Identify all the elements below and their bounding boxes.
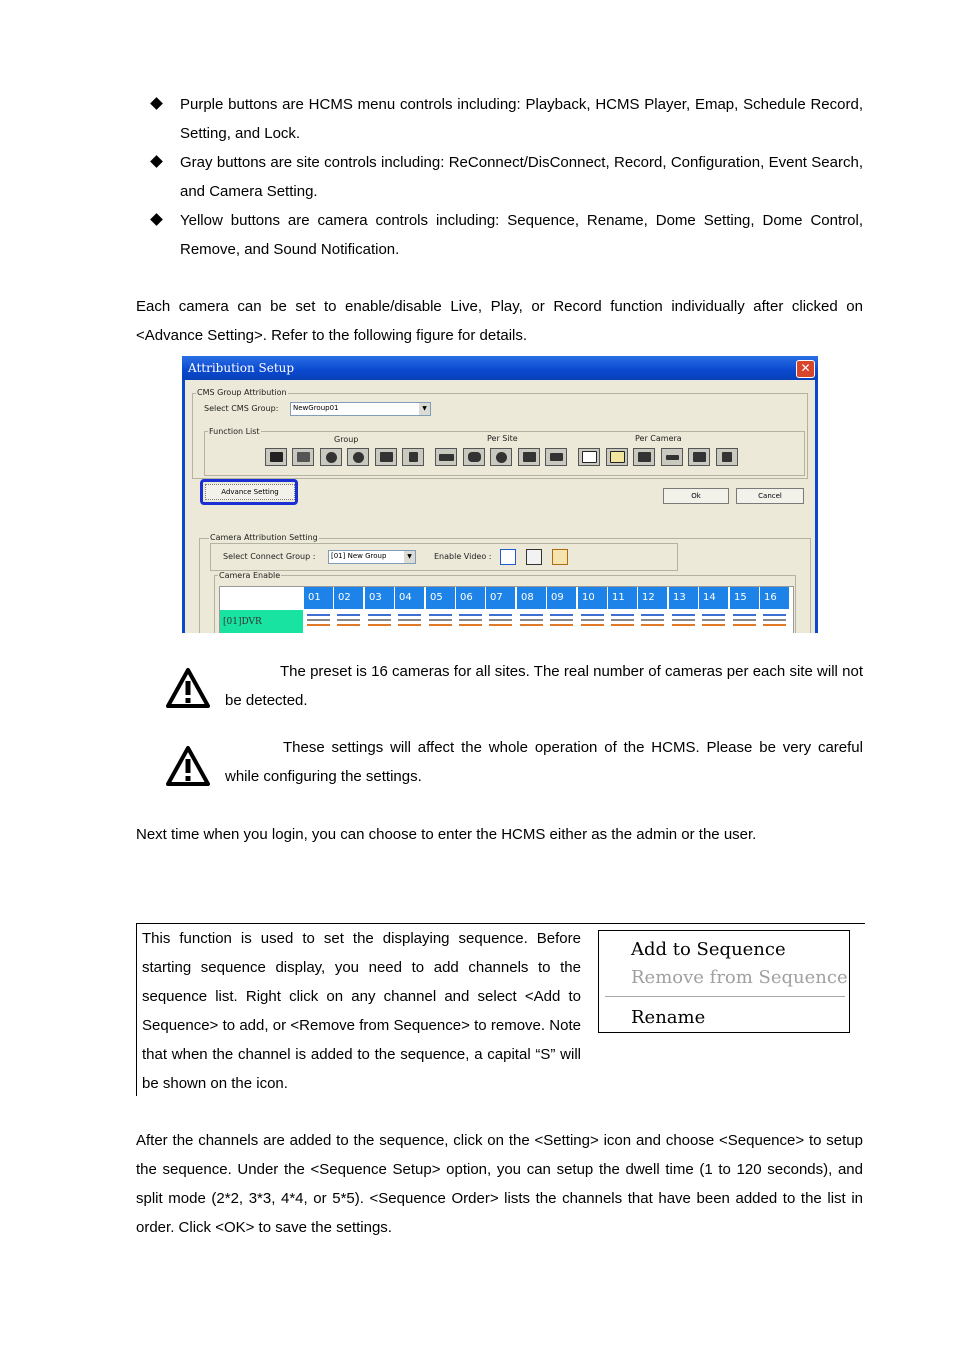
chevron-down-icon[interactable]: ▼ (419, 403, 430, 415)
cancel-button[interactable]: Cancel (736, 488, 804, 504)
channel-header[interactable]: 09 (547, 587, 577, 609)
note-settings-warning: These settings will affect the whole operation of the HCMS. Please be very careful while configuring the settings. (225, 739, 863, 785)
enable-stripe (702, 619, 725, 621)
attribution-setup-dialog (182, 356, 818, 633)
enable-stripe (702, 624, 725, 626)
configuration-button[interactable] (490, 448, 512, 466)
diamond-bullet-icon (150, 97, 163, 110)
menu-item-remove-from-sequence[interactable]: Remove from Sequence (631, 967, 848, 988)
channel-header[interactable]: 01 (304, 587, 334, 609)
channel-enable-cell[interactable] (638, 610, 668, 633)
enable-stripe (489, 619, 512, 621)
remove-button[interactable] (688, 448, 710, 466)
sequence-button[interactable] (578, 448, 600, 466)
channel-enable-cell[interactable] (517, 610, 547, 633)
enable-stripe (307, 624, 330, 626)
channel-enable-cell[interactable] (456, 610, 486, 633)
channel-header[interactable]: 11 (608, 587, 638, 609)
channel-enable-cell[interactable] (486, 610, 516, 633)
enable-stripe (429, 624, 452, 626)
close-icon[interactable]: ✕ (796, 360, 815, 378)
enable-stripe (337, 624, 360, 626)
enable-stripe (520, 624, 543, 626)
emap-button[interactable] (320, 448, 342, 466)
camera-enable-label: Camera Enable (219, 571, 281, 580)
channel-enable-cell[interactable] (426, 610, 456, 633)
function-list-label: Function List (209, 427, 260, 436)
channel-header[interactable]: 12 (638, 587, 668, 609)
table-left-border (136, 924, 137, 1096)
channel-enable-cell[interactable] (578, 610, 608, 633)
select-connect-group-combo[interactable] (328, 550, 416, 564)
lock-button[interactable] (402, 448, 424, 466)
enable-stripe (733, 619, 756, 621)
per-camera-label: Per Camera (635, 434, 682, 443)
bullet-yellow-buttons: Yellow buttons are camera controls including: Sequence, Rename, Dome Setting, Dome Control, Remove, and Sound Notification. (152, 206, 863, 264)
dialog-frame-left (182, 380, 185, 633)
enable-stripe (611, 614, 634, 616)
setting-button[interactable] (375, 448, 397, 466)
group-label: Group (334, 435, 359, 444)
warning-icon (164, 666, 212, 710)
enable-stripe (733, 624, 756, 626)
menu-separator (605, 996, 845, 997)
channel-header[interactable]: 06 (456, 587, 486, 609)
channel-enable-cell[interactable] (760, 610, 790, 633)
record-enable-icon[interactable] (552, 549, 568, 565)
dialog-title-bar (182, 356, 818, 380)
menu-item-add-to-sequence[interactable]: Add to Sequence (631, 939, 786, 960)
reconnect-button[interactable] (435, 448, 457, 466)
select-cms-group-value: NewGroup01 (293, 404, 339, 412)
enable-stripe (763, 619, 786, 621)
channel-header[interactable]: 16 (760, 587, 790, 609)
sequence-paragraph: This function is used to set the displaying sequence. Before starting sequence display, you need to add channels to the sequence list. Right click on any channel and select <Add to Sequence> to add, or <Remove from Sequence> to remove. Note that when the channel is added to the sequence, a capital “S” will be shown on the icon. (142, 930, 581, 1092)
enable-stripe (581, 619, 604, 621)
enable-stripe (672, 619, 695, 621)
camera-setting-button[interactable] (545, 448, 567, 466)
enable-stripe (672, 614, 695, 616)
channel-enable-cell[interactable] (608, 610, 638, 633)
intro-paragraph: Each camera can be set to enable/disable Live, Play, or Record function individually after clicked on <Advance Setting>. Refer to the following figure for details. (136, 298, 863, 344)
camera-attribution-label: Camera Attribution Setting (210, 533, 318, 542)
enable-stripe (307, 619, 330, 621)
enable-stripe (520, 614, 543, 616)
channel-header[interactable]: 13 (669, 587, 699, 609)
enable-stripe (429, 614, 452, 616)
enable-stripe (763, 624, 786, 626)
enable-stripe (672, 624, 695, 626)
ok-button[interactable]: Ok (663, 488, 729, 504)
enable-stripe (307, 614, 330, 616)
dialog-title: Attribution Setup (188, 361, 295, 375)
note-preset-cameras: The preset is 16 cameras for all sites. The real number of cameras per each site will not be detected. (225, 663, 863, 709)
enable-stripe (733, 614, 756, 616)
select-cms-group-label: Select CMS Group: (204, 404, 279, 413)
enable-stripe (763, 614, 786, 616)
playback-button[interactable] (265, 448, 287, 466)
enable-stripe (459, 624, 482, 626)
select-connect-group-value: [01] New Group (331, 552, 387, 560)
bullet-gray-buttons: Gray buttons are site controls including: ReConnect/DisConnect, Record, Configuration, Event Search, and Camera Setting. (152, 148, 863, 206)
schedule-record-button[interactable] (347, 448, 369, 466)
dvr-row-label[interactable]: [01]DVR (220, 610, 303, 633)
hcms-player-button[interactable] (292, 448, 314, 466)
channel-enable-cell[interactable] (669, 610, 699, 633)
login-paragraph: Next time when you login, you can choose to enter the HCMS either as the admin or the user. (136, 826, 757, 843)
enable-stripe (368, 619, 391, 621)
final-paragraph: After the channels are added to the sequence, click on the <Setting> icon and choose <Sequence> to setup the sequence. Under the <Sequence Setup> option, you can setup the dwell time (1 to 120 seconds), and split mode (2*2, 3*3, 4*4, or 5*5). <Sequence Order> lists the channels that have been added to the list in order. Click <OK> to save the settings. (136, 1132, 863, 1236)
enable-stripe (459, 614, 482, 616)
channel-header[interactable]: 02 (334, 587, 364, 609)
channel-header[interactable]: 05 (426, 587, 456, 609)
channel-enable-cell[interactable] (395, 610, 425, 633)
select-connect-group-label: Select Connect Group : (223, 552, 316, 561)
enable-stripe (398, 614, 421, 616)
play-enable-icon[interactable] (526, 549, 542, 565)
enable-stripe (489, 614, 512, 616)
camera-enable-grid (219, 586, 794, 633)
select-cms-group-combo[interactable] (290, 402, 431, 416)
enable-stripe (641, 619, 664, 621)
channel-enable-cell[interactable] (365, 610, 395, 633)
sequence-context-menu (598, 930, 850, 1033)
live-enable-icon[interactable] (500, 549, 516, 565)
enable-stripe (429, 619, 452, 621)
enable-stripe (550, 624, 573, 626)
channel-enable-cell[interactable] (304, 610, 334, 633)
enable-stripe (459, 619, 482, 621)
diamond-bullet-icon (150, 213, 163, 226)
enable-stripe (398, 624, 421, 626)
enable-video-label: Enable Video : (434, 552, 492, 561)
enable-stripe (368, 614, 391, 616)
enable-stripe (611, 624, 634, 626)
per-site-label: Per Site (487, 434, 518, 443)
channel-header[interactable]: 07 (486, 587, 516, 609)
channel-header[interactable]: 04 (395, 587, 425, 609)
channel-header[interactable]: 14 (699, 587, 729, 609)
channel-header[interactable]: 03 (365, 587, 395, 609)
enable-stripe (581, 624, 604, 626)
diamond-bullet-icon (150, 155, 163, 168)
chevron-down-icon[interactable]: ▼ (404, 551, 415, 563)
record-button[interactable] (463, 448, 485, 466)
enable-stripe (520, 619, 543, 621)
enable-stripe (550, 614, 573, 616)
enable-stripe (702, 614, 725, 616)
enable-stripe (550, 619, 573, 621)
enable-stripe (641, 614, 664, 616)
menu-item-rename[interactable]: Rename (631, 1007, 706, 1028)
enable-stripe (337, 614, 360, 616)
advance-setting-button[interactable]: Advance Setting (205, 484, 295, 500)
dome-control-button[interactable] (661, 448, 683, 466)
dome-setting-button[interactable] (633, 448, 655, 466)
enable-stripe (581, 614, 604, 616)
enable-stripe (489, 624, 512, 626)
channel-header[interactable]: 15 (730, 587, 760, 609)
channel-enable-cell[interactable] (334, 610, 364, 633)
enable-stripe (611, 619, 634, 621)
enable-stripe (368, 624, 391, 626)
bullet-purple-buttons: Purple buttons are HCMS menu controls including: Playback, HCMS Player, Emap, Schedule Record, Setting, and Lock. (152, 90, 863, 148)
rename-button[interactable] (606, 448, 628, 466)
enable-stripe (641, 624, 664, 626)
channel-header[interactable]: 10 (578, 587, 608, 609)
enable-stripe (398, 619, 421, 621)
channel-enable-cell[interactable] (699, 610, 729, 633)
enable-stripe (337, 619, 360, 621)
channel-header[interactable]: 08 (517, 587, 547, 609)
channel-enable-cell[interactable] (730, 610, 760, 633)
warning-icon (164, 744, 212, 788)
sound-notification-button[interactable] (716, 448, 738, 466)
event-search-button[interactable] (518, 448, 540, 466)
channel-enable-cell[interactable] (547, 610, 577, 633)
cms-group-label: CMS Group Attribution (197, 388, 287, 397)
dialog-frame-right (815, 380, 818, 633)
